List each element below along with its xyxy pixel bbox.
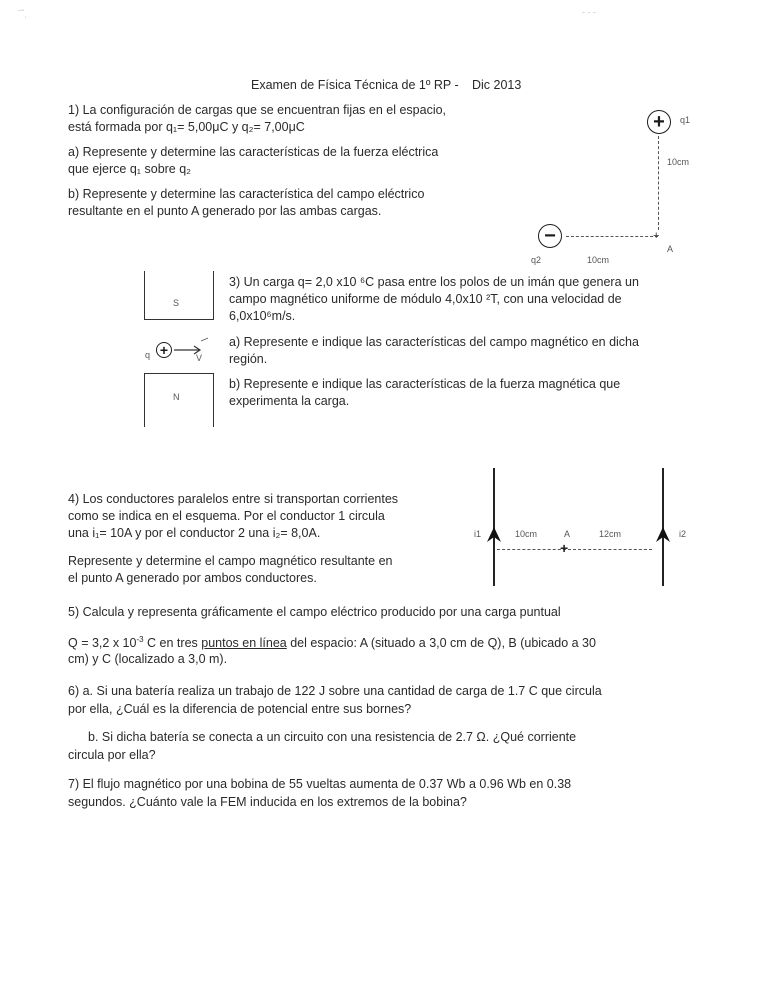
q1a-line-2: que ejerce q₁ sobre q₂ [68, 162, 192, 176]
magnet-pole-south-label: S [173, 298, 180, 308]
horizontal-distance-label: 10cm [587, 255, 610, 265]
point-a-marker: + [653, 230, 660, 242]
q5-line-2: Q = 3,2 x $10^{-3}$ C en tres puntos en línea del espacio: A (situado a 3,0 cm de Q), B (ubicado a 30 [68, 635, 596, 651]
scan-mark: ˉ ˉ ˉ [582, 10, 596, 20]
vertical-distance-line [658, 136, 659, 230]
current-up-arrow-icon [485, 526, 503, 544]
q1b-line-1: b) Represente y determine las característica del campo eléctrico [68, 187, 425, 201]
q1b-line-2: resultante en el punto A generado por las ambas cargas. [68, 204, 382, 218]
q5-line-1: 5) Calcula y representa gráficamente el campo eléctrico producido por una carga puntual [68, 605, 561, 619]
q7-line-1: 7) El flujo magnético por una bobina de 55 vueltas aumenta de 0.37 Wb a 0.96 Wb en 0.38 [68, 777, 572, 791]
q3b-line-2: experimenta la carga. [229, 394, 350, 408]
velocity-arrow-icon [172, 337, 212, 363]
q1-line-2: está formada por q₁= 5,00μC y q₂= 7,00μC [68, 120, 305, 134]
exam-title: Examen de Física Técnica de 1º RP - [251, 78, 459, 92]
q1-line-1: 1) La configuración de cargas que se encuentran fijas en el espacio, [68, 103, 447, 117]
q4-line-2: como se indica en el esquema. Por el conductor 1 circula [68, 509, 385, 523]
q5-line-3: cm) y C (localizado a 3,0 m). [68, 652, 228, 666]
q4-line-3: una i₁= 10A y por el conductor 2 una i₂= 8,0A. [68, 526, 321, 540]
magnet-pole-north-label: N [173, 392, 180, 402]
q6a-line-2: por ella, ¿Cuál es la diferencia de potencial entre sus bornes? [68, 702, 412, 716]
q3a-line-1: a) Represente e indique las características del campo magnético en dicha [229, 335, 639, 349]
point-a-label-q4: A [564, 529, 571, 539]
distance-line [497, 549, 652, 550]
q1-label: q1 [680, 115, 691, 125]
q4-line-5: el punto A generado por ambos conductores. [68, 571, 317, 585]
point-a-label: A [667, 244, 674, 254]
q4-line-1: 4) Los conductores paralelos entre si transportan corrientes [68, 492, 399, 506]
negative-charge-q2: − [538, 224, 562, 248]
q6b-line-1: b. Si dicha batería se conecta a un circuito con una resistencia de 2.7 Ω. ¿Qué corriente [88, 730, 577, 744]
current-up-arrow-icon [654, 526, 672, 544]
q6a-line-1: 6) a. Si una batería realiza un trabajo de 122 J sobre una cantidad de carga de 1.7 C que circula [68, 684, 602, 698]
horizontal-distance-line [566, 236, 658, 237]
q2-label: q2 [531, 255, 542, 265]
q6b-line-2: circula por ella? [68, 748, 156, 762]
distance-2-label: 12cm [599, 529, 622, 539]
exam-date: Dic 2013 [472, 78, 522, 92]
i1-label: i1 [474, 529, 482, 539]
velocity-label: V [196, 353, 203, 363]
q3-line-2: campo magnético uniforme de módulo 4,0x10 ²T, con una velocidad de [229, 292, 622, 306]
q4-line-4: Represente y determine el campo magnético resultante en [68, 554, 393, 568]
i2-label: i2 [679, 529, 687, 539]
scan-mark: ˉ˜ˌ [18, 8, 27, 18]
q1a-line-1: a) Represente y determine las características de la fuerza eléctrica [68, 145, 439, 159]
magnet-pole-south [144, 271, 214, 320]
vertical-distance-label: 10cm [667, 157, 690, 167]
point-a-marker-q4: + [560, 540, 569, 556]
q3-line-1: 3) Un carga q= 2,0 x10 ⁶C pasa entre los polos de un imán que genera un [229, 275, 639, 289]
distance-1-label: 10cm [515, 529, 538, 539]
q3b-line-1: b) Represente e indique las características de la fuerza magnética que [229, 377, 621, 391]
positive-charge-q1: + [647, 110, 671, 134]
q3-line-3: 6,0x10⁶m/s. [229, 309, 296, 323]
charge-q-label: q [145, 350, 151, 360]
q3a-line-2: región. [229, 352, 268, 366]
q7-line-2: segundos. ¿Cuánto vale la FEM inducida en los extremos de la bobina? [68, 795, 467, 809]
positive-charge-q: + [156, 342, 172, 358]
